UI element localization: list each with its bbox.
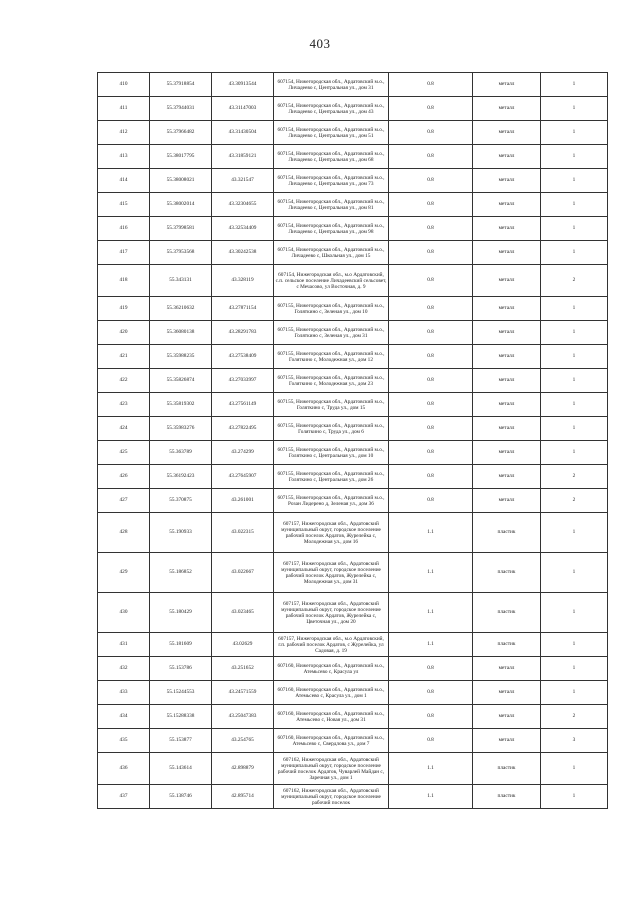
address-cell: 607154, Нижегородская обл., Ардатовский м.о., Личадеево с, Центральная ул., дом 73: [274, 169, 389, 193]
longitude-cell: 43.321547: [212, 169, 274, 193]
material-cell: металл: [473, 297, 541, 321]
table-row: [98, 465, 608, 489]
count-cell: 1: [541, 121, 608, 145]
longitude-cell: 43.27033997: [212, 369, 274, 393]
material-cell: металл: [473, 465, 541, 489]
material-cell: металл: [473, 705, 541, 729]
latitude-cell: 55.35988235: [150, 345, 212, 369]
count-cell: 2: [541, 265, 608, 297]
table-row: [98, 729, 608, 753]
depth-cell: 0.8: [389, 369, 473, 393]
count-cell: 1: [541, 193, 608, 217]
material-cell: металл: [473, 681, 541, 705]
row-number: 420: [98, 321, 150, 345]
latitude-cell: 55.37918854: [150, 73, 212, 97]
row-number: 434: [98, 705, 150, 729]
latitude-cell: 55.15244553: [150, 681, 212, 705]
row-number: 419: [98, 297, 150, 321]
table-row: [98, 193, 608, 217]
count-cell: 1: [541, 681, 608, 705]
longitude-cell: 43.30913544: [212, 73, 274, 97]
count-cell: 1: [541, 297, 608, 321]
count-cell: 1: [541, 417, 608, 441]
table-row: [98, 145, 608, 169]
material-cell: металл: [473, 657, 541, 681]
material-cell: металл: [473, 441, 541, 465]
table-row: [98, 785, 608, 809]
longitude-cell: 43.27538409: [212, 345, 274, 369]
row-number: 429: [98, 553, 150, 593]
material-cell: металл: [473, 321, 541, 345]
address-cell: 607154, Нижегородская обл., м.о Ардатовский, с.п. сельское поселение Личадеевский сельсовет, с Мечасово, ул Восточная, д. 9: [274, 265, 389, 297]
address-cell: 607157, Нижегородская обл., Ардатовский муниципальный округ, городское поселение рабочий поселок Ардатов, Журелейка с, Цветочная ул., дом 20: [274, 593, 389, 633]
address-cell: 607157, Нижегородская обл., м.о Ардатовский, г.п. рабочий поселок Ардатов, с Журелейка, ул Садовая, д. 19: [274, 633, 389, 657]
latitude-cell: 55.363789: [150, 441, 212, 465]
count-cell: 1: [541, 753, 608, 785]
row-number: 417: [98, 241, 150, 265]
depth-cell: 0.8: [389, 321, 473, 345]
longitude-cell: 43.24571559: [212, 681, 274, 705]
material-cell: металл: [473, 97, 541, 121]
row-number: 433: [98, 681, 150, 705]
row-number: 415: [98, 193, 150, 217]
depth-cell: 1.1: [389, 785, 473, 809]
depth-cell: 1.1: [389, 593, 473, 633]
material-cell: пластик: [473, 593, 541, 633]
longitude-cell: 43.022315: [212, 513, 274, 553]
address-cell: 607154, Нижегородская обл., Ардатовский м.о., Личадеево с, Центральная ул., дом 81: [274, 193, 389, 217]
depth-cell: 0.8: [389, 441, 473, 465]
latitude-cell: 55.153877: [150, 729, 212, 753]
depth-cell: 1.1: [389, 753, 473, 785]
count-cell: 1: [541, 513, 608, 553]
table-row: [98, 633, 608, 657]
address-cell: 607155, Нижегородская обл., Ардатовский м.о., Голяткино с, Труда ул., дом 15: [274, 393, 389, 417]
count-cell: 1: [541, 217, 608, 241]
material-cell: металл: [473, 369, 541, 393]
row-number: 425: [98, 441, 150, 465]
depth-cell: 1.1: [389, 513, 473, 553]
address-cell: 607154, Нижегородская обл., Ардатовский м.о., Личадеево с, Центральная ул., дом 68: [274, 145, 389, 169]
table-row: [98, 321, 608, 345]
address-cell: 607157, Нижегородская обл., Ардатовский муниципальный округ, городское поселение рабочий поселок Ардатов, Журелейка с, Молодежная ул., дом 16: [274, 513, 389, 553]
latitude-cell: 55.186852: [150, 553, 212, 593]
latitude-cell: 55.181609: [150, 633, 212, 657]
depth-cell: 0.8: [389, 417, 473, 441]
address-cell: 607155, Нижегородская обл., Ардатовский м.о., Голяткино с, Молодежная ул., дом 12: [274, 345, 389, 369]
depth-cell: 0.8: [389, 97, 473, 121]
address-cell: 607160, Нижегородская обл., Ардатовский м.о., Атемьсево с, Новая ул., дом 31: [274, 705, 389, 729]
address-cell: 607162, Нижегородская обл., Ардатовский муниципальный округ, городское поселение рабочий поселок: [274, 785, 389, 809]
longitude-cell: 43.274299: [212, 441, 274, 465]
registry-table: [97, 72, 608, 809]
row-number: 418: [98, 265, 150, 297]
material-cell: металл: [473, 193, 541, 217]
material-cell: металл: [473, 489, 541, 513]
address-cell: 607160, Нижегородская обл., Ардатовский м.о., Атемьсево с, Красула ул: [274, 657, 389, 681]
latitude-cell: 55.370875: [150, 489, 212, 513]
depth-cell: 0.8: [389, 169, 473, 193]
latitude-cell: 55.37998581: [150, 217, 212, 241]
address-cell: 607154, Нижегородская обл., Ардатовский м.о., Личадеево с, Центральная ул., дом 43: [274, 97, 389, 121]
latitude-cell: 55.38017795: [150, 145, 212, 169]
row-number: 412: [98, 121, 150, 145]
latitude-cell: 55.180429: [150, 593, 212, 633]
depth-cell: 0.8: [389, 241, 473, 265]
row-number: 431: [98, 633, 150, 657]
longitude-cell: 43.27871154: [212, 297, 274, 321]
material-cell: металл: [473, 729, 541, 753]
address-cell: 607155, Нижегородская обл., Ардатовский м.о., Голяткино с, Труда ул., дом 6: [274, 417, 389, 441]
row-number: 426: [98, 465, 150, 489]
table-row: [98, 593, 608, 633]
latitude-cell: 55.38008021: [150, 169, 212, 193]
longitude-cell: 43.30242538: [212, 241, 274, 265]
longitude-cell: 43.328119: [212, 265, 274, 297]
address-cell: 607154, Нижегородская обл., Ардатовский м.о., Личадеево с, Центральная ул., дом 98: [274, 217, 389, 241]
longitude-cell: 43.251652: [212, 657, 274, 681]
latitude-cell: 55.138746: [150, 785, 212, 809]
material-cell: металл: [473, 265, 541, 297]
latitude-cell: 55.37944031: [150, 97, 212, 121]
table-row: [98, 553, 608, 593]
depth-cell: 0.8: [389, 193, 473, 217]
address-cell: 607155, Нижегородская обл., Ардатовский м.о., Голяткино с, Молодежная ул., дом 23: [274, 369, 389, 393]
count-cell: 2: [541, 489, 608, 513]
longitude-cell: 42.898879: [212, 753, 274, 785]
table-row: [98, 705, 608, 729]
table-row: [98, 753, 608, 785]
longitude-cell: 43.023465: [212, 593, 274, 633]
table-row: [98, 657, 608, 681]
latitude-cell: 55.37966482: [150, 121, 212, 145]
count-cell: 1: [541, 145, 608, 169]
row-number: 423: [98, 393, 150, 417]
latitude-cell: 55.190933: [150, 513, 212, 553]
row-number: 430: [98, 593, 150, 633]
count-cell: 1: [541, 441, 608, 465]
address-cell: 607160, Нижегородская обл., Ардатовский м.о., Атемьсево с, Свердлова ул., дом 7: [274, 729, 389, 753]
latitude-cell: 55.15288338: [150, 705, 212, 729]
longitude-cell: 42.895714: [212, 785, 274, 809]
latitude-cell: 55.38002014: [150, 193, 212, 217]
material-cell: пластик: [473, 633, 541, 657]
count-cell: 1: [541, 241, 608, 265]
longitude-cell: 43.254765: [212, 729, 274, 753]
longitude-cell: 43.27561149: [212, 393, 274, 417]
table-row: [98, 169, 608, 193]
material-cell: пластик: [473, 513, 541, 553]
count-cell: 1: [541, 369, 608, 393]
row-number: 435: [98, 729, 150, 753]
depth-cell: 0.8: [389, 489, 473, 513]
address-cell: 607155, Нижегородская обл., Ардатовский м.о., Голяткино с, Зеленая ул., дом 31: [274, 321, 389, 345]
row-number: 422: [98, 369, 150, 393]
table-row: [98, 393, 608, 417]
address-cell: 607154, Нижегородская обл., Ардатовский м.о., Личадеево с, Центральная ул., дом 51: [274, 121, 389, 145]
address-cell: 607155, Нижегородская обл., Ардатовский м.о., Розан Лидерено д, Зеленая ул., дом 36: [274, 489, 389, 513]
longitude-cell: 43.022667: [212, 553, 274, 593]
depth-cell: 0.8: [389, 729, 473, 753]
depth-cell: 0.8: [389, 145, 473, 169]
material-cell: пластик: [473, 553, 541, 593]
depth-cell: 0.8: [389, 73, 473, 97]
depth-cell: 0.8: [389, 657, 473, 681]
address-cell: 607162, Нижегородская обл., Ардатовский муниципальный округ, городское поселение рабочий поселок Ардатов, Чуварлей Майдан с, Заречная ул., дом 1: [274, 753, 389, 785]
longitude-cell: 43.31859121: [212, 145, 274, 169]
table-row: [98, 97, 608, 121]
row-number: 410: [98, 73, 150, 97]
table-row: [98, 121, 608, 145]
count-cell: 1: [541, 593, 608, 633]
row-number: 411: [98, 97, 150, 121]
depth-cell: 0.8: [389, 121, 473, 145]
table-row: [98, 513, 608, 553]
count-cell: 1: [541, 393, 608, 417]
latitude-cell: 55.37953568: [150, 241, 212, 265]
depth-cell: 0.8: [389, 681, 473, 705]
longitude-cell: 43.32304655: [212, 193, 274, 217]
table-row: [98, 265, 608, 297]
table-row: [98, 417, 608, 441]
material-cell: металл: [473, 73, 541, 97]
longitude-cell: 43.261001: [212, 489, 274, 513]
page-number: 403: [309, 36, 331, 51]
table-row: [98, 297, 608, 321]
table-row: [98, 345, 608, 369]
table-row: [98, 489, 608, 513]
row-number: 432: [98, 657, 150, 681]
table-row: [98, 241, 608, 265]
address-cell: 607157, Нижегородская обл., Ардатовский муниципальный округ, городское поселение рабочий поселок Ардатов, Журелейка с, Молодежная ул., дом 31: [274, 553, 389, 593]
row-number: 424: [98, 417, 150, 441]
depth-cell: 1.1: [389, 553, 473, 593]
row-number: 414: [98, 169, 150, 193]
row-number: 428: [98, 513, 150, 553]
depth-cell: 0.8: [389, 393, 473, 417]
longitude-cell: 43.28291783: [212, 321, 274, 345]
row-number: 427: [98, 489, 150, 513]
latitude-cell: 55.153786: [150, 657, 212, 681]
count-cell: 2: [541, 465, 608, 489]
count-cell: 1: [541, 553, 608, 593]
depth-cell: 0.8: [389, 345, 473, 369]
material-cell: металл: [473, 217, 541, 241]
row-number: 416: [98, 217, 150, 241]
latitude-cell: 55.35819302: [150, 393, 212, 417]
material-cell: пластик: [473, 753, 541, 785]
depth-cell: 0.8: [389, 297, 473, 321]
depth-cell: 0.8: [389, 465, 473, 489]
address-cell: 607160, Нижегородская обл., Ардатовский м.о., Атемьсево с, Красула ул., дом 1: [274, 681, 389, 705]
count-cell: 1: [541, 633, 608, 657]
count-cell: 1: [541, 97, 608, 121]
latitude-cell: 55.35983276: [150, 417, 212, 441]
depth-cell: 0.8: [389, 705, 473, 729]
address-cell: 607154, Нижегородская обл., Ардатовский м.о., Личадеево с, Школьная ул., дом 15: [274, 241, 389, 265]
address-cell: 607154, Нижегородская обл., Ардатовский м.о., Личадеево с, Центральная ул., дом 31: [274, 73, 389, 97]
row-number: 421: [98, 345, 150, 369]
depth-cell: 1.1: [389, 633, 473, 657]
material-cell: металл: [473, 417, 541, 441]
table-row: [98, 681, 608, 705]
depth-cell: 0.8: [389, 217, 473, 241]
latitude-cell: 55.343131: [150, 265, 212, 297]
longitude-cell: 43.31147003: [212, 97, 274, 121]
latitude-cell: 55.36210632: [150, 297, 212, 321]
material-cell: металл: [473, 345, 541, 369]
count-cell: 1: [541, 657, 608, 681]
address-cell: 607155, Нижегородская обл., Ардатовский м.о., Голяткино с, Центральная ул., дом 10: [274, 441, 389, 465]
count-cell: 1: [541, 345, 608, 369]
latitude-cell: 55.36080138: [150, 321, 212, 345]
count-cell: 3: [541, 729, 608, 753]
count-cell: 1: [541, 785, 608, 809]
count-cell: 2: [541, 705, 608, 729]
latitude-cell: 55.35826874: [150, 369, 212, 393]
table-row: [98, 369, 608, 393]
table-row: [98, 441, 608, 465]
row-number: 437: [98, 785, 150, 809]
count-cell: 1: [541, 169, 608, 193]
table-row: [98, 217, 608, 241]
table-row: [98, 73, 608, 97]
latitude-cell: 55.143614: [150, 753, 212, 785]
count-cell: 1: [541, 321, 608, 345]
material-cell: металл: [473, 145, 541, 169]
count-cell: 1: [541, 73, 608, 97]
address-cell: 607155, Нижегородская обл., Ардатовский м.о., Голяткино с, Центральная ул., дом 26: [274, 465, 389, 489]
longitude-cell: 43.27645907: [212, 465, 274, 489]
material-cell: металл: [473, 169, 541, 193]
depth-cell: 0.8: [389, 265, 473, 297]
longitude-cell: 43.02629: [212, 633, 274, 657]
registry-table-body: [98, 73, 608, 809]
longitude-cell: 43.32534409: [212, 217, 274, 241]
row-number: 413: [98, 145, 150, 169]
material-cell: пластик: [473, 785, 541, 809]
material-cell: металл: [473, 393, 541, 417]
address-cell: 607155, Нижегородская обл., Ардатовский м.о., Голяткино с, Зеленая ул., дом 10: [274, 297, 389, 321]
material-cell: металл: [473, 241, 541, 265]
longitude-cell: 43.27822495: [212, 417, 274, 441]
longitude-cell: 43.31430504: [212, 121, 274, 145]
longitude-cell: 43.25047383: [212, 705, 274, 729]
material-cell: металл: [473, 121, 541, 145]
row-number: 436: [98, 753, 150, 785]
latitude-cell: 55.36192423: [150, 465, 212, 489]
